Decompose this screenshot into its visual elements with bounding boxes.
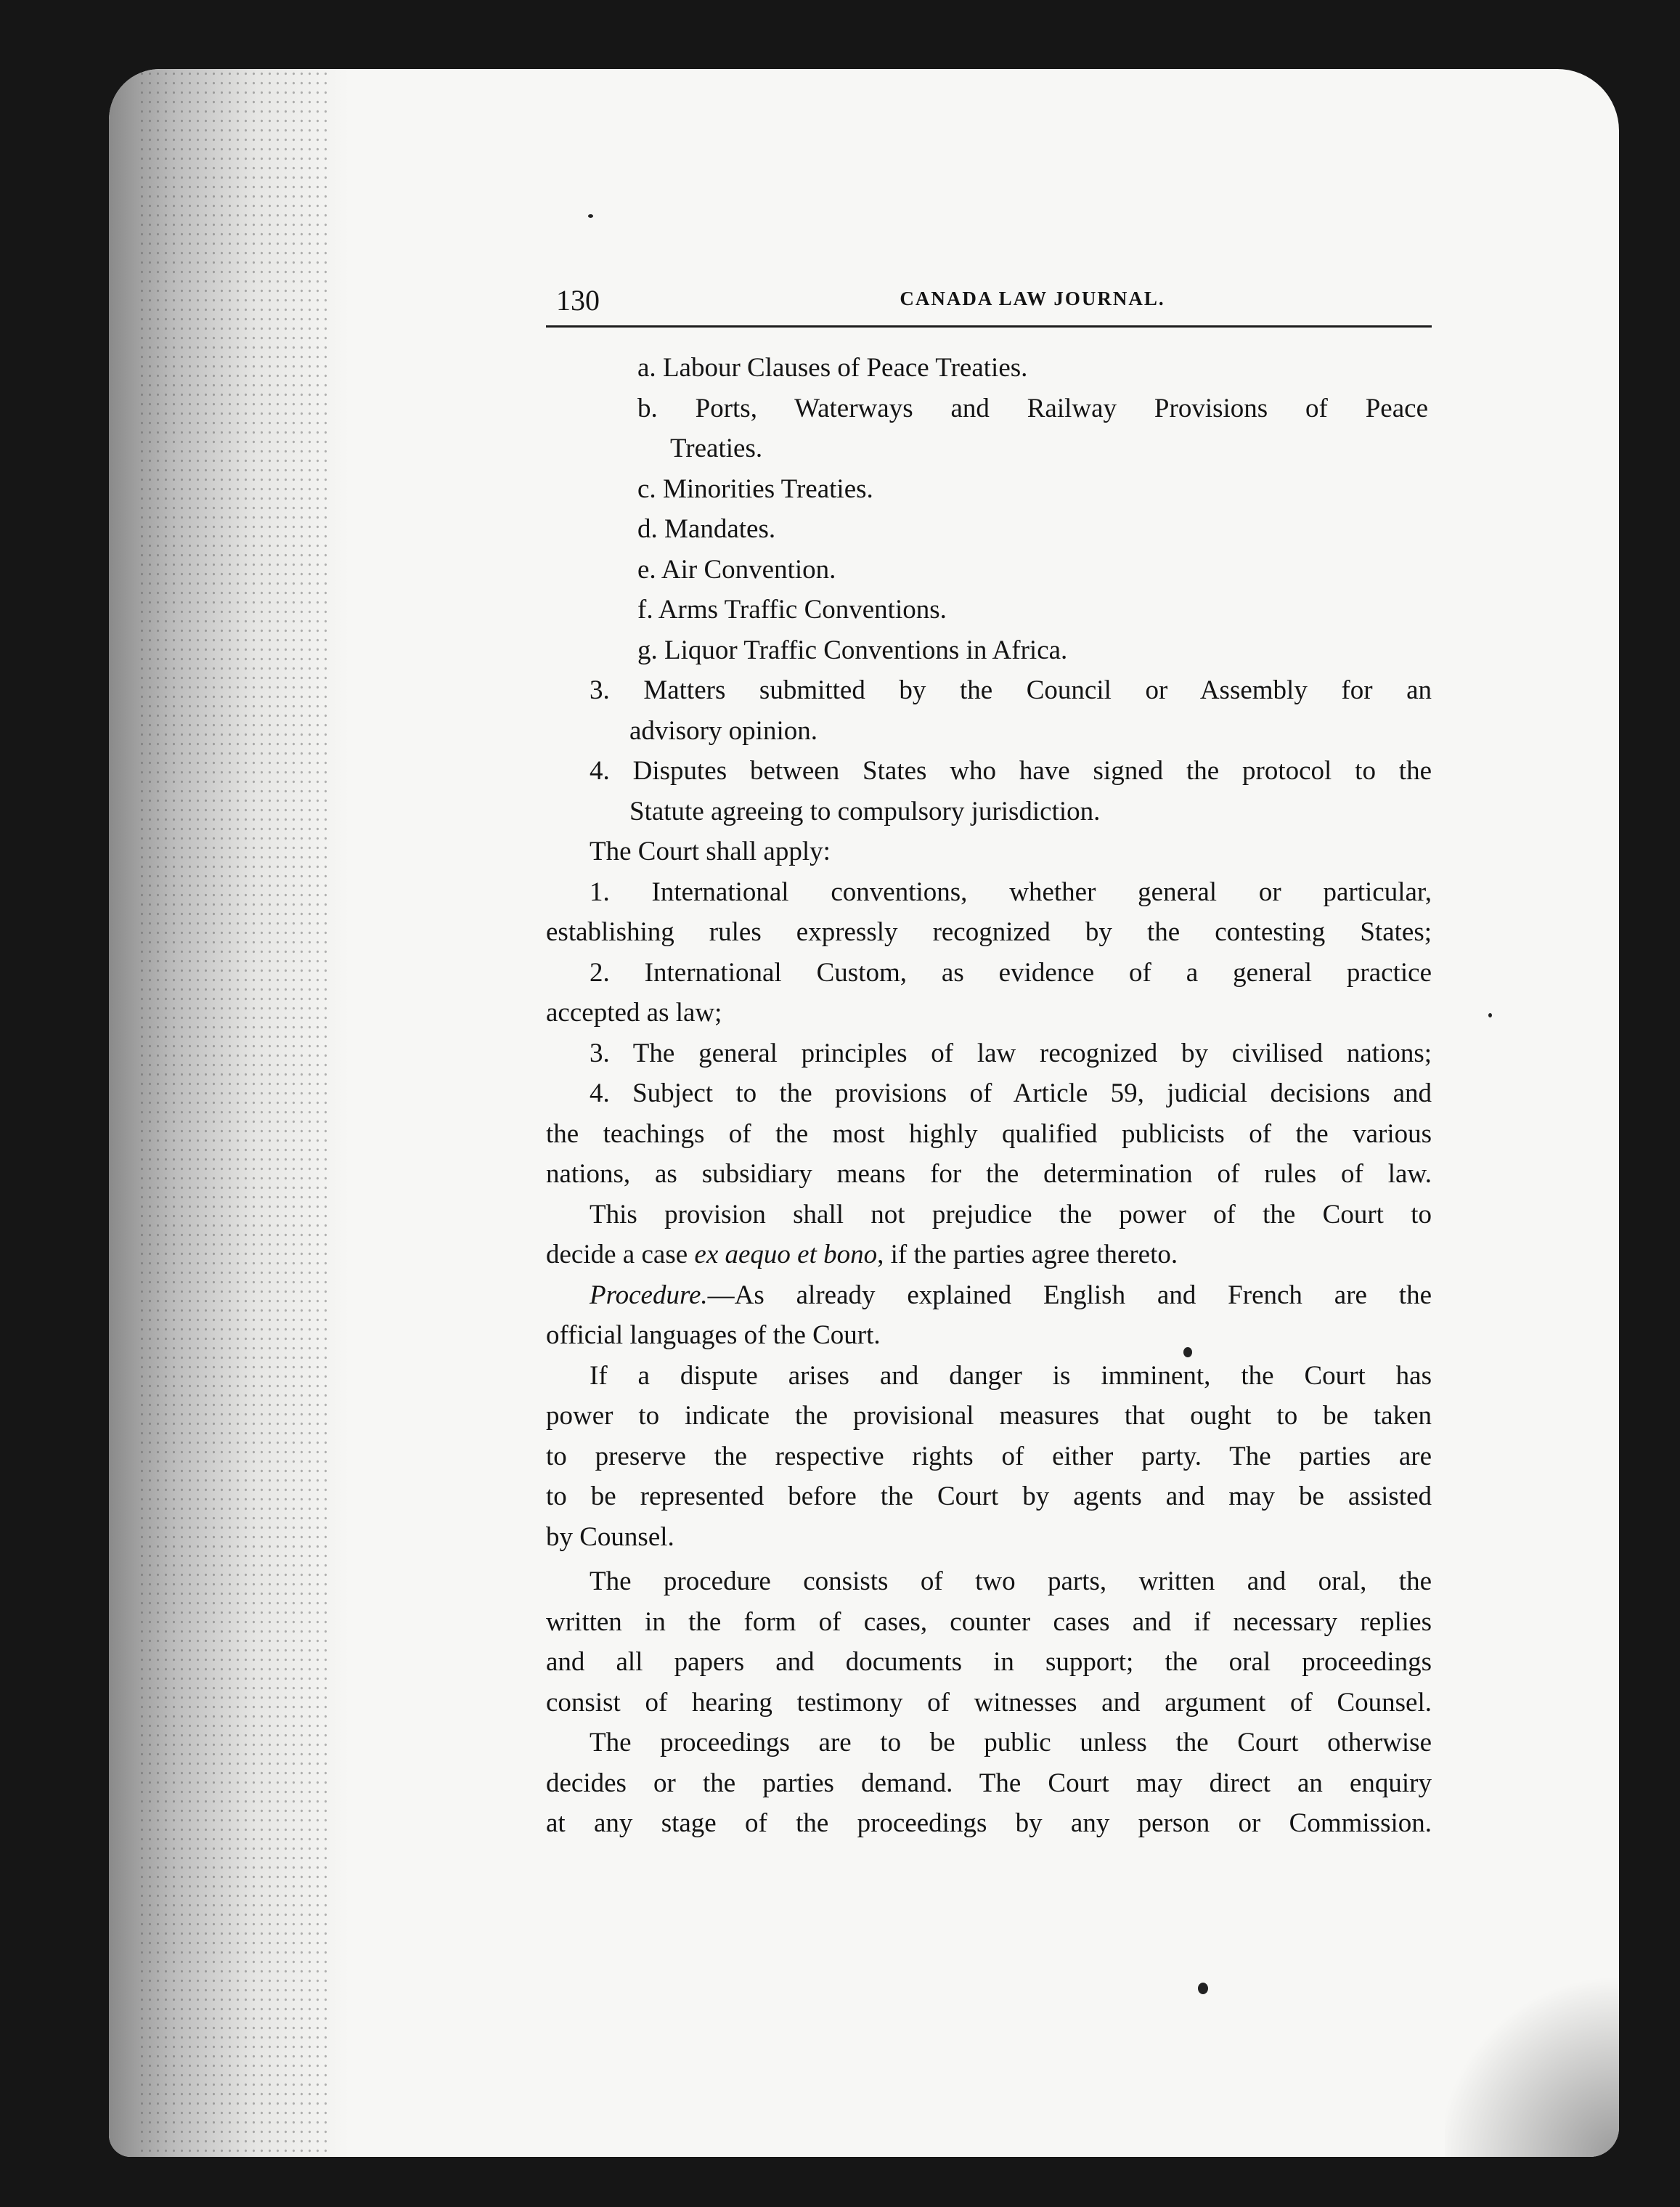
list-text: Air Convention. <box>661 554 836 585</box>
list-item <box>546 590 1432 630</box>
paragraph-line <box>546 1275 1432 1316</box>
apply-item-first-line: 2. International Custom, as evidence of a general practice <box>590 957 1432 988</box>
list-marker: e. <box>637 554 656 585</box>
numbered-item-continuation: advisory opinion. <box>629 715 817 746</box>
list-item <box>546 469 1432 510</box>
paragraph-line: official languages of the Court. <box>546 1320 881 1350</box>
gutter-speckle <box>138 69 327 2157</box>
list-text: Liquor Traffic Conventions in Africa. <box>664 635 1068 665</box>
text-run: —As already explained English and French are the <box>707 1280 1432 1310</box>
list-text: Minorities Treaties. <box>662 473 873 504</box>
list-item <box>546 348 1432 389</box>
list-marker: c. <box>637 473 656 504</box>
corner-shadow <box>1445 1968 1619 2157</box>
section-label: Procedure. <box>590 1280 708 1310</box>
list-marker: d. <box>637 514 658 544</box>
list-text: Disputes between States who have signed the protocol to the <box>632 756 1432 786</box>
list-marker: 4. <box>590 756 610 786</box>
list-item-continuation: Treaties. <box>670 434 763 463</box>
list-text: Matters submitted by the Council or Assembly for an <box>643 675 1432 705</box>
list-text: Mandates. <box>664 514 776 544</box>
paragraph-line: This provision shall not prejudice the power of the Court to <box>590 1199 1432 1230</box>
apply-item-first-line: 3. The general principles of law recognized by civilised nations; <box>590 1038 1432 1068</box>
text-run: decide a case <box>546 1240 695 1269</box>
ink-speck <box>1198 1983 1208 1994</box>
paragraph-line: decides or the parties demand. The Court may direct an enquiry <box>546 1768 1432 1798</box>
numbered-item <box>546 751 1432 792</box>
list-text: Ports, Waterways and Railway Provisions of Peace <box>695 393 1428 423</box>
apply-item-first-line: 1. International conventions, whether general or particular, <box>590 877 1432 907</box>
list-item <box>546 550 1432 590</box>
list-marker: 3. <box>590 675 610 705</box>
paragraph-line: to preserve the respective rights of either party. The parties are <box>546 1441 1432 1471</box>
paragraph-line: consist of hearing testimony of witnesses and argument of Counsel. <box>546 1687 1432 1718</box>
list-marker: g. <box>637 635 658 665</box>
paragraph-line: and all papers and documents in support; the oral proceedings <box>546 1647 1432 1677</box>
paragraph-line: at any stage of the proceedings by any person or Commission. <box>546 1808 1432 1838</box>
text-run: , if the parties agree thereto. <box>877 1240 1178 1269</box>
list-item <box>546 389 1428 429</box>
page-header <box>546 283 1432 328</box>
numbered-item <box>546 670 1432 711</box>
ink-speck <box>1488 1013 1492 1017</box>
apply-item-line: nations, as subsidiary means for the determination of rules of law. <box>546 1159 1432 1189</box>
list-text: Labour Clauses of Peace Treaties. <box>662 353 1028 383</box>
paragraph-line: The proceedings are to be public unless the Court otherwise <box>590 1728 1432 1757</box>
paragraph-line: by Counsel. <box>546 1521 674 1552</box>
apply-item-line: accepted as law; <box>546 998 722 1028</box>
ink-speck <box>588 214 593 218</box>
list-marker: a. <box>637 353 656 383</box>
paragraph-line <box>546 1235 1432 1275</box>
paragraph-line: power to indicate the provisional measures that ought to be taken <box>546 1401 1432 1431</box>
list-item <box>546 509 1432 550</box>
paragraph-line: If a dispute arises and danger is imminent, the Court has <box>590 1360 1432 1391</box>
running-head: CANADA LAW JOURNAL. <box>900 288 1165 309</box>
court-apply-intro: The Court shall apply: <box>590 837 831 866</box>
paragraph-line: written in the form of cases, counter cases and if necessary replies <box>546 1606 1432 1637</box>
paragraph-line: to be represented before the Court by agents and may be assisted <box>546 1482 1432 1511</box>
apply-item-line: establishing rules expressly recognized by the contesting States; <box>546 917 1432 947</box>
list-marker: f. <box>637 595 653 625</box>
list-item <box>546 630 1432 671</box>
numbered-item-continuation: Statute agreeing to compulsory jurisdiction. <box>629 796 1101 826</box>
apply-item-line: the teachings of the most highly qualified publicists of the various <box>546 1118 1432 1149</box>
page-number: 130 <box>556 284 600 317</box>
list-text: Arms Traffic Conventions. <box>658 595 947 625</box>
paragraph-line: The procedure consists of two parts, written and oral, the <box>590 1566 1432 1596</box>
italic-phrase: ex aequo et bono <box>694 1240 878 1269</box>
apply-item-first-line: 4. Subject to the provisions of Article 59, judicial decisions and <box>590 1078 1432 1108</box>
text-column <box>546 283 1432 1844</box>
list-marker: b. <box>637 393 658 423</box>
